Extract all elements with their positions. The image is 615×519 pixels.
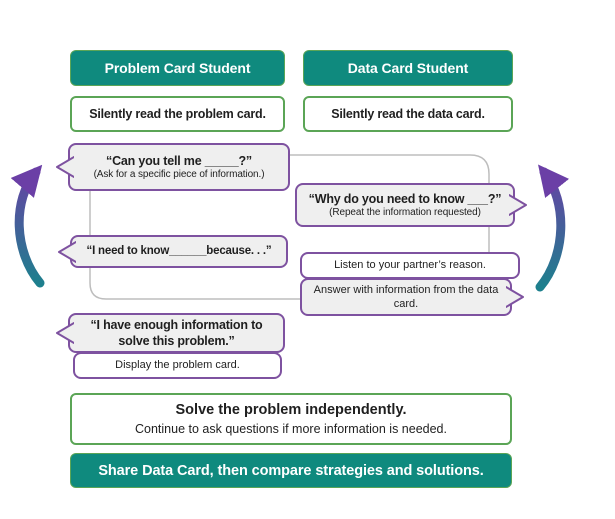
bar-share-data-card: Share Data Card, then compare strategies and solutions. [70, 453, 512, 488]
solve-title: Solve the problem independently. [175, 402, 407, 419]
speech-pointer-right-icon [509, 192, 529, 218]
why-note: (Repeat the information requested) [329, 206, 481, 218]
speech-pointer-left-icon [54, 154, 74, 180]
ask-note: (Ask for a specific piece of information.) [93, 168, 265, 180]
ask-quote: “Can you tell me _____?” [106, 153, 252, 168]
need-quote: “I need to know______because. . .” [86, 245, 272, 258]
bubble-answer-with-information [300, 278, 512, 316]
box-display-problem-card: Display the problem card. [73, 352, 282, 379]
step-read-data-card: Silently read the data card. [303, 96, 513, 132]
bubble-can-you-tell-me [68, 143, 290, 191]
header-data-card-student: Data Card Student [303, 50, 513, 86]
step-read-problem-card: Silently read the problem card. [70, 96, 285, 132]
cycle-arrow-left [19, 172, 40, 283]
speech-pointer-left-icon [56, 239, 76, 265]
why-quote: “Why do you need to know ___?” [308, 191, 502, 206]
enough-quote: “I have enough information to solve this problem.” [90, 317, 263, 348]
box-listen-partner-reason: Listen to your partner’s reason. [300, 252, 520, 279]
solve-note: Continue to ask questions if more information is needed. [135, 421, 447, 436]
box-solve-independently [70, 393, 512, 445]
bubble-i-need-to-know [70, 235, 288, 268]
answer-step: Answer with information from the data card. [313, 283, 499, 310]
cycle-arrow-right [540, 172, 561, 287]
speech-pointer-left-icon [54, 320, 74, 346]
header-problem-card-student: Problem Card Student [70, 50, 285, 86]
bubble-enough-information [68, 313, 285, 353]
speech-pointer-right-icon [506, 284, 526, 310]
bubble-why-do-you-need [295, 183, 515, 227]
